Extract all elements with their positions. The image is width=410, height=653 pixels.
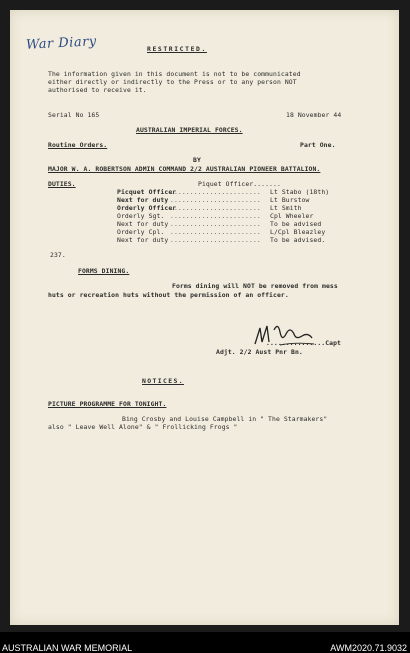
duty-name: To be advised [270,220,322,228]
duty-name: To be advised. [270,236,326,244]
restricted-heading: RESTRICTED. [147,45,207,53]
part-label: Part One. [300,141,336,149]
duty-role: Orderly Cpl. [117,228,165,236]
item-number: 237. [50,251,66,259]
duty-name: Lt Stabo (18th) [270,188,330,196]
routine-orders-heading: Routine Orders. [48,141,108,149]
duty-role: Next for duty [117,220,169,228]
forms-dining-heading: FORMS DINING. [78,267,130,275]
serial-number: Serial No 165 [48,111,100,119]
duty-role: Picquet Officer [117,188,177,196]
adjt-line: Adjt. 2/2 Aust Pnr Bn. [216,348,303,356]
by-label: BY [193,156,201,164]
duty-role: Next for duty [117,196,169,204]
duty-role: Orderly Officer [117,204,177,212]
intro-line-3: authorised to receive it. [48,86,147,94]
major-line: MAJOR W. A. ROBERTSON ADMIN COMMAND 2/2 AUSTRALIAN PIONEER BATTALION. [48,165,321,173]
force-heading: AUSTRALIAN IMPERIAL FORCES. [136,126,243,134]
duty-leader: ....................... [170,188,261,196]
duty-leader: ....................... [170,236,261,244]
duties-overtype: Piquet Officer....... [198,180,281,188]
intro-line-2: either directly or indirectly to the Press or to any person NOT [48,78,297,86]
intro-line-1: The information given in this document is not to be communicated [48,70,301,78]
forms-dining-line-2: huts or recreation huts without the permission of an officer. [48,291,289,299]
duty-role: Next for duty [117,236,169,244]
duty-leader: ....................... [170,212,261,220]
duty-name: L/Cpl Bleazley [270,228,326,236]
capt-line: ...............Capt [266,339,342,347]
duty-leader: ....................... [170,204,261,212]
document-page [10,10,399,625]
duty-name: Lt Burstow [270,196,310,204]
footer-accession-number: AWM2020.71.9032 [330,643,407,653]
duty-leader: ....................... [170,196,261,204]
duty-name: Cpl Wheeler [270,212,314,220]
forms-dining-line-1: Forms dining will NOT be removed from mess [172,282,338,290]
duty-leader: ....................... [170,228,261,236]
picture-programme-heading: PICTURE PROGRAMME FOR TONIGHT. [48,400,167,408]
footer-credit: AUSTRALIAN WAR MEMORIAL [2,643,133,653]
duty-role: Orderly Sgt. [117,212,165,220]
duty-leader: ....................... [170,220,261,228]
notices-heading: NOTICES. [142,377,184,385]
duties-heading: DUTIES. [48,180,76,188]
picture-programme-line-2: also " Leave Well Alone" & " Frollicking Frogs " [48,423,238,431]
picture-programme-line-1: Bing Crosby and Louise Campbell in " The Starmakers" [122,415,328,423]
order-date: 18 November 44 [286,111,342,119]
handwritten-note: War Diary [25,34,98,53]
duty-name: Lt Smith [270,204,302,212]
